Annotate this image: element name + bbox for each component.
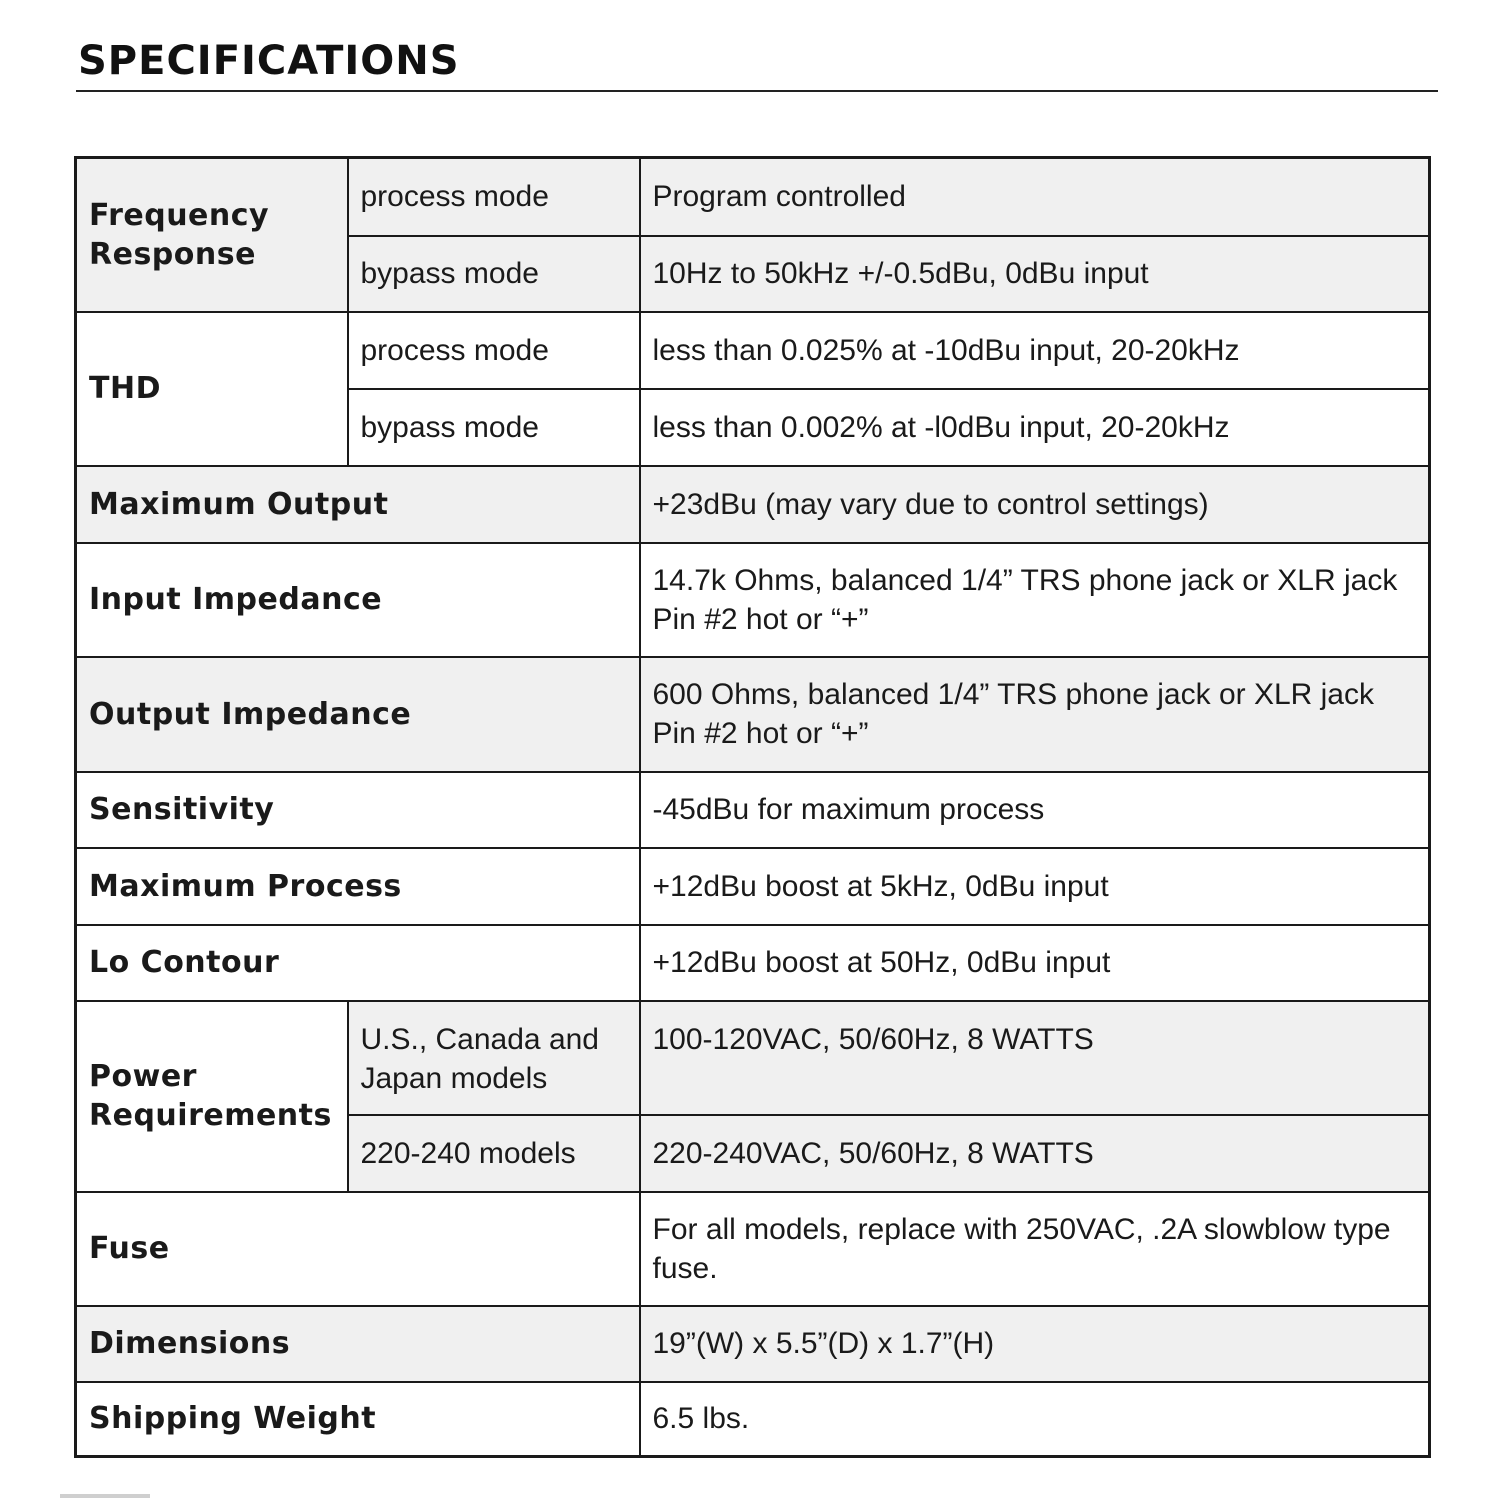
sensitivity-value: -45dBu for maximum process [640, 772, 1430, 848]
table-row [76, 1382, 1430, 1457]
input-impedance-value: 14.7k Ohms, balanced 1/4” TRS phone jack or XLR jack Pin #2 hot or “+” [640, 543, 1430, 657]
output-impedance-value: 600 Ohms, balanced 1/4” TRS phone jack or XLR jack Pin #2 hot or “+” [640, 657, 1430, 772]
maximum-output-value: +23dBu (may vary due to control settings) [640, 466, 1430, 543]
shipping-weight-value: 6.5 lbs. [640, 1382, 1430, 1457]
power-intl-models-value: 220-240VAC, 50/60Hz, 8 WATTS [640, 1115, 1430, 1192]
table-row [76, 158, 1430, 236]
dimensions-value: 19”(W) x 5.5”(D) x 1.7”(H) [640, 1306, 1430, 1382]
page-title: SPECIFICATIONS [78, 38, 460, 84]
thd-label: THD [76, 312, 348, 466]
frequency-response-bypass-mode-value: 10Hz to 50kHz +/-0.5dBu, 0dBu input [640, 236, 1430, 312]
table-row [76, 1192, 1430, 1306]
table-row [76, 466, 1430, 543]
frequency-response-process-mode-label: process mode [348, 158, 640, 236]
table-row [76, 1001, 1430, 1115]
table-row [76, 848, 1430, 925]
fuse-value: For all models, replace with 250VAC, .2A slowblow type fuse. [640, 1192, 1430, 1306]
power-intl-models-label: 220-240 models [348, 1115, 640, 1192]
table-row [76, 312, 1430, 389]
lo-contour-label: Lo Contour [76, 925, 640, 1001]
input-impedance-label: Input Impedance [76, 543, 640, 657]
power-us-models-value: 100-120VAC, 50/60Hz, 8 WATTS [640, 1001, 1430, 1115]
table-row [76, 657, 1430, 772]
power-requirements-label: Power Requirements [76, 1001, 348, 1192]
maximum-process-label: Maximum Process [76, 848, 640, 925]
table-row [76, 772, 1430, 848]
fuse-label: Fuse [76, 1192, 640, 1306]
output-impedance-label: Output Impedance [76, 657, 640, 772]
title-divider [76, 90, 1438, 92]
frequency-response-bypass-mode-label: bypass mode [348, 236, 640, 312]
maximum-process-value: +12dBu boost at 5kHz, 0dBu input [640, 848, 1430, 925]
table-row [76, 543, 1430, 657]
dimensions-label: Dimensions [76, 1306, 640, 1382]
table-row [76, 925, 1430, 1001]
lo-contour-value: +12dBu boost at 50Hz, 0dBu input [640, 925, 1430, 1001]
thd-process-mode-value: less than 0.025% at -10dBu input, 20-20kHz [640, 312, 1430, 389]
shipping-weight-label: Shipping Weight [76, 1382, 640, 1457]
thd-process-mode-label: process mode [348, 312, 640, 389]
thd-bypass-mode-label: bypass mode [348, 389, 640, 466]
sensitivity-label: Sensitivity [76, 772, 640, 848]
frequency-response-label: Frequency Response [76, 158, 348, 312]
specifications-table [74, 156, 1431, 1458]
power-us-models-label: U.S., Canada and Japan models [348, 1001, 640, 1115]
table-row [76, 1306, 1430, 1382]
thd-bypass-mode-value: less than 0.002% at -l0dBu input, 20-20kHz [640, 389, 1430, 466]
maximum-output-label: Maximum Output [76, 466, 640, 543]
page-edge-mark [60, 1494, 150, 1498]
frequency-response-process-mode-value: Program controlled [640, 158, 1430, 236]
